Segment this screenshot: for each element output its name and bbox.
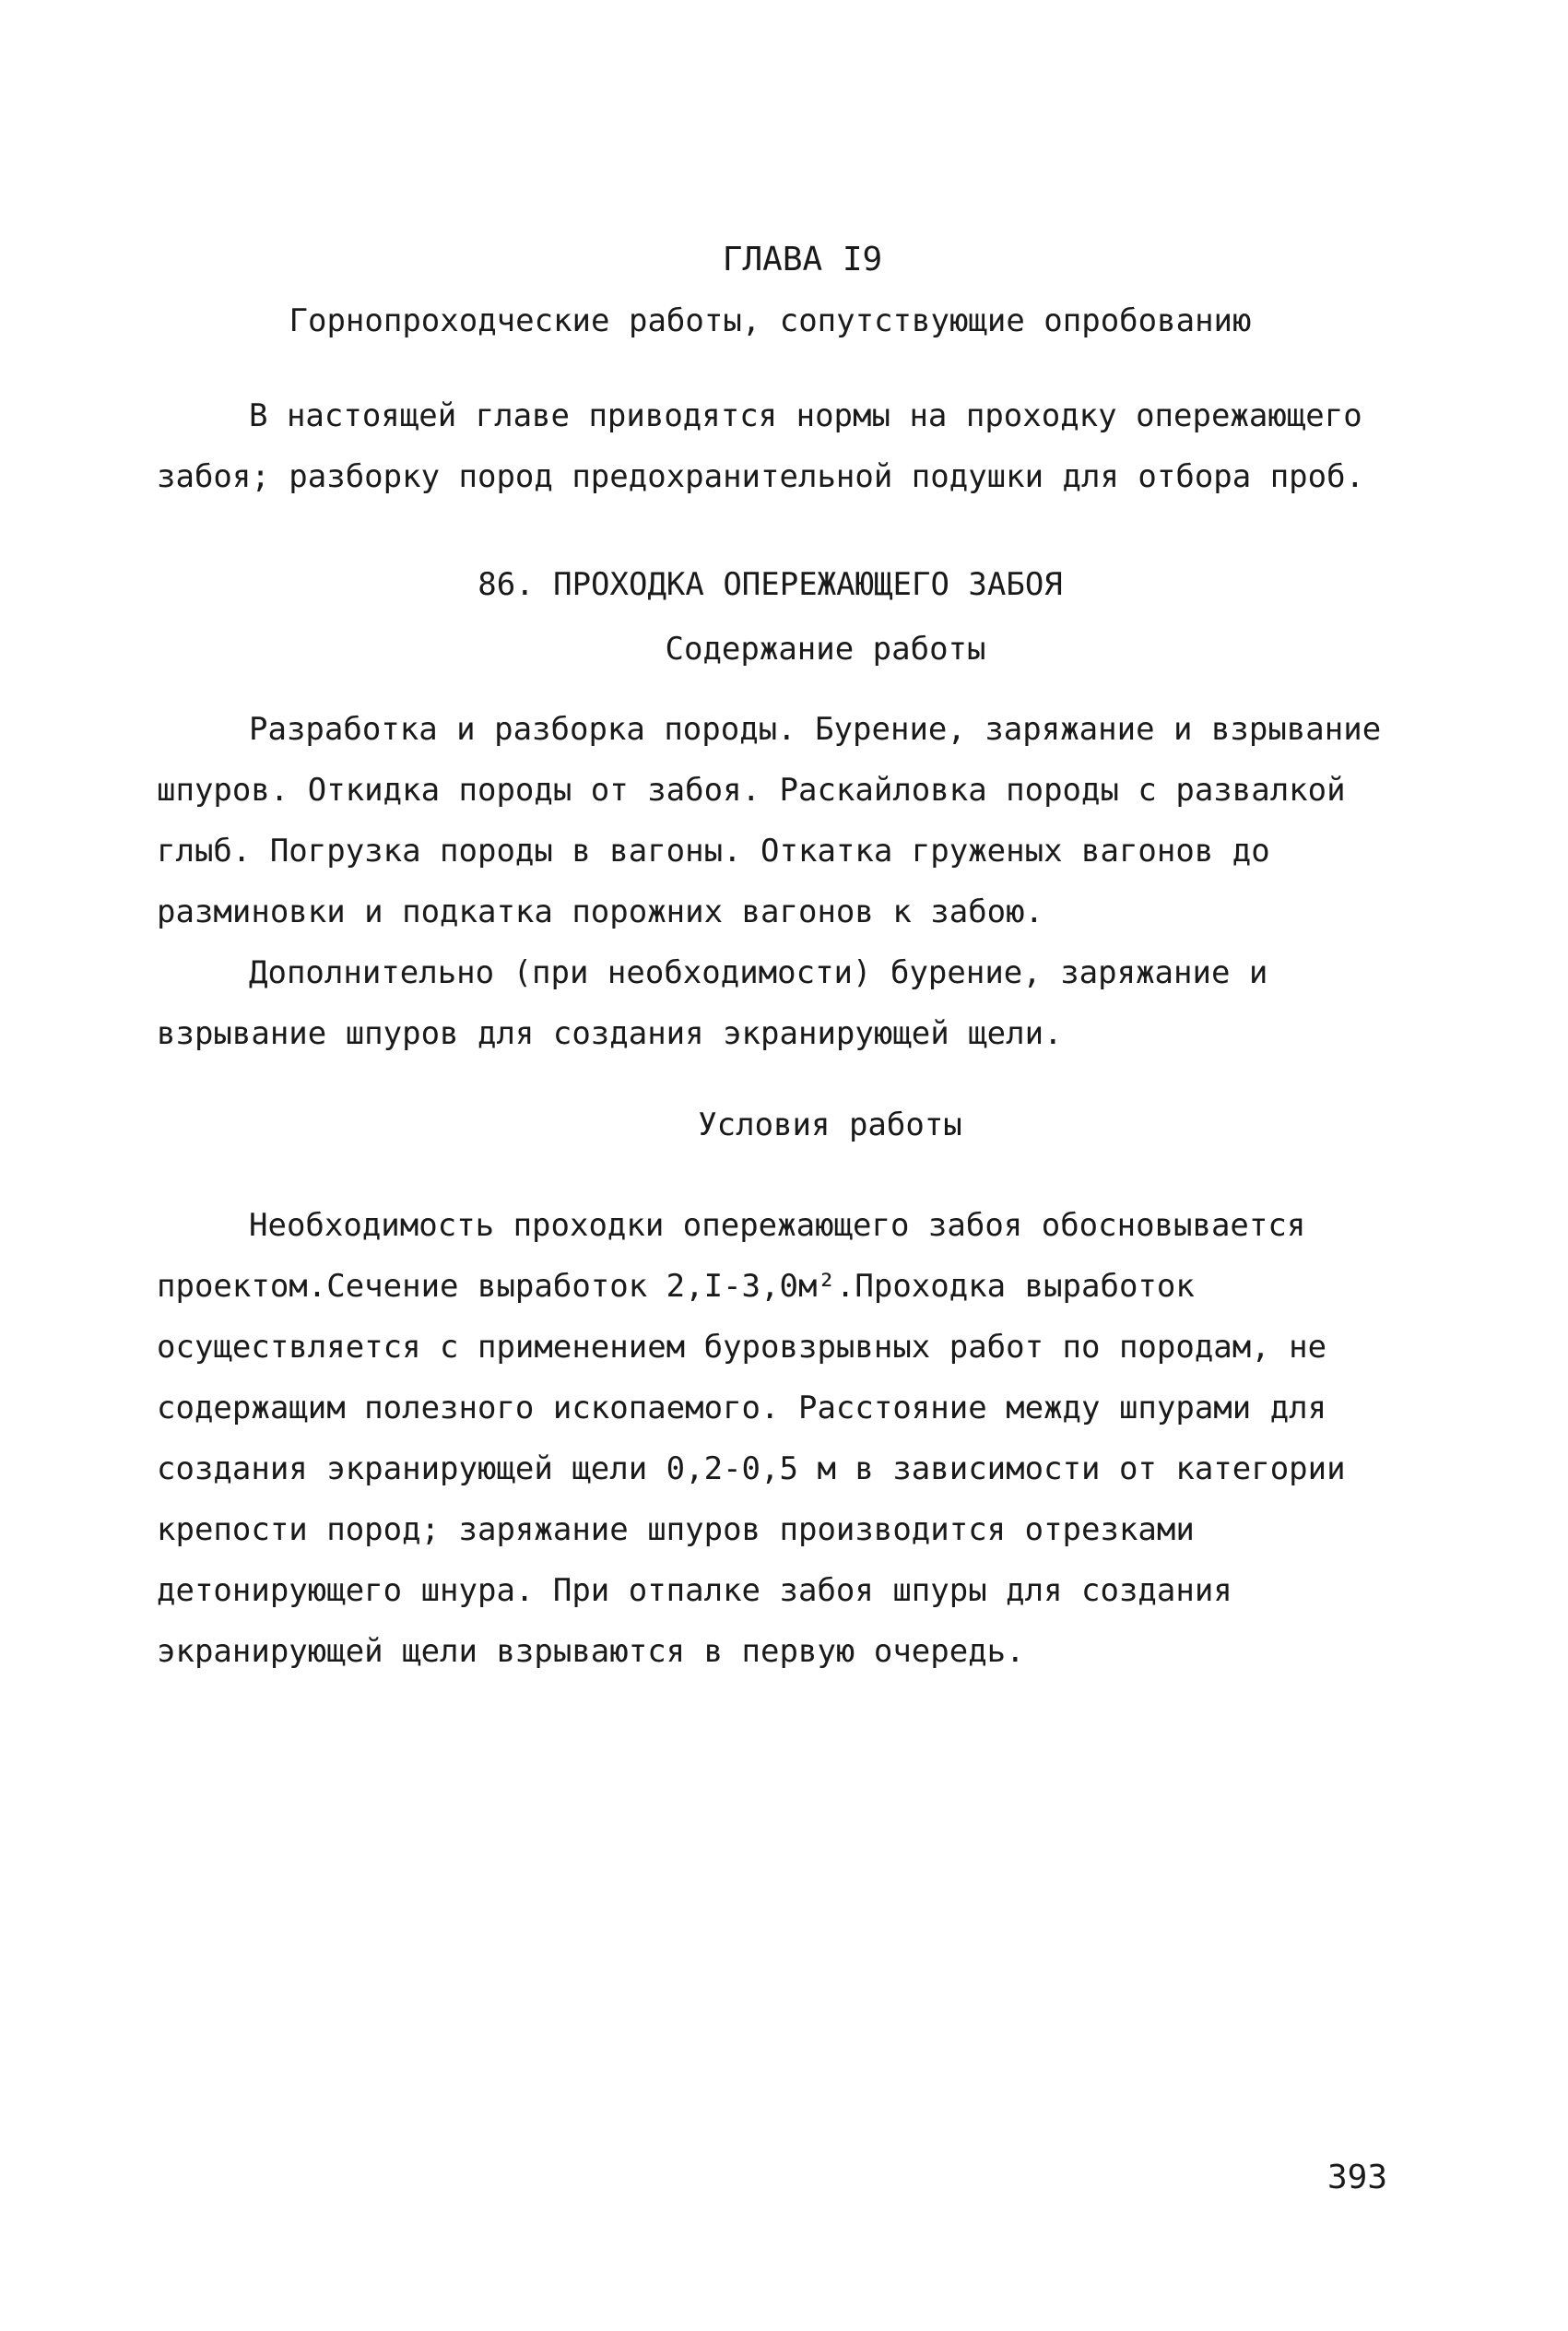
conditions-heading: Условия работы: [698, 1106, 962, 1143]
chapter-title: ГЛАВА I9: [722, 241, 883, 278]
content-heading: Содержание работы: [665, 631, 986, 668]
chapter-subtitle: Горнопроходческие работы, сопутствующие опробованию: [289, 302, 1252, 339]
page-number: 393: [1327, 2159, 1388, 2196]
conditions-paragraph: Необходимость проходки опережающего забоя обосновывается проектом.Сечение выработок 2,I-3,0м².Проходка выработок осуществляется с применением буровзрывных работ по породам, не содержащим полезного ископаемого. Расстояние между шпурами для создания экранирующей щели 0,2-0,5 м в зависимости от категории крепости пород; заряжание шпуров производится отрезками детонирующего шнура. При отпалке забоя шпуры для создания экранирующей щели взрываются в первую очередь.: [157, 1207, 1346, 1670]
content-paragraph-2: Дополнительно (при необходимости) бурение, заряжание и взрывание шпуров для создания экранирующей щели.: [157, 954, 1268, 1052]
content-paragraph-1: Разработка и разборка породы. Бурение, заряжание и взрывание шпуров. Откидка породы от забоя. Раскайловка породы с развалкой глыб. Погрузка породы в вагоны. Откатка груженых вагонов до разминовки и подкатка порожних вагонов к забою.: [157, 711, 1382, 930]
intro-paragraph: В настоящей главе приводятся нормы на проходку опережающего забоя; разборку пород предохранительной подушки для отбора проб.: [157, 397, 1365, 495]
section-title: 86. ПРОХОДКА ОПЕРЕЖАЮЩЕГО ЗАБОЯ: [477, 566, 1063, 603]
